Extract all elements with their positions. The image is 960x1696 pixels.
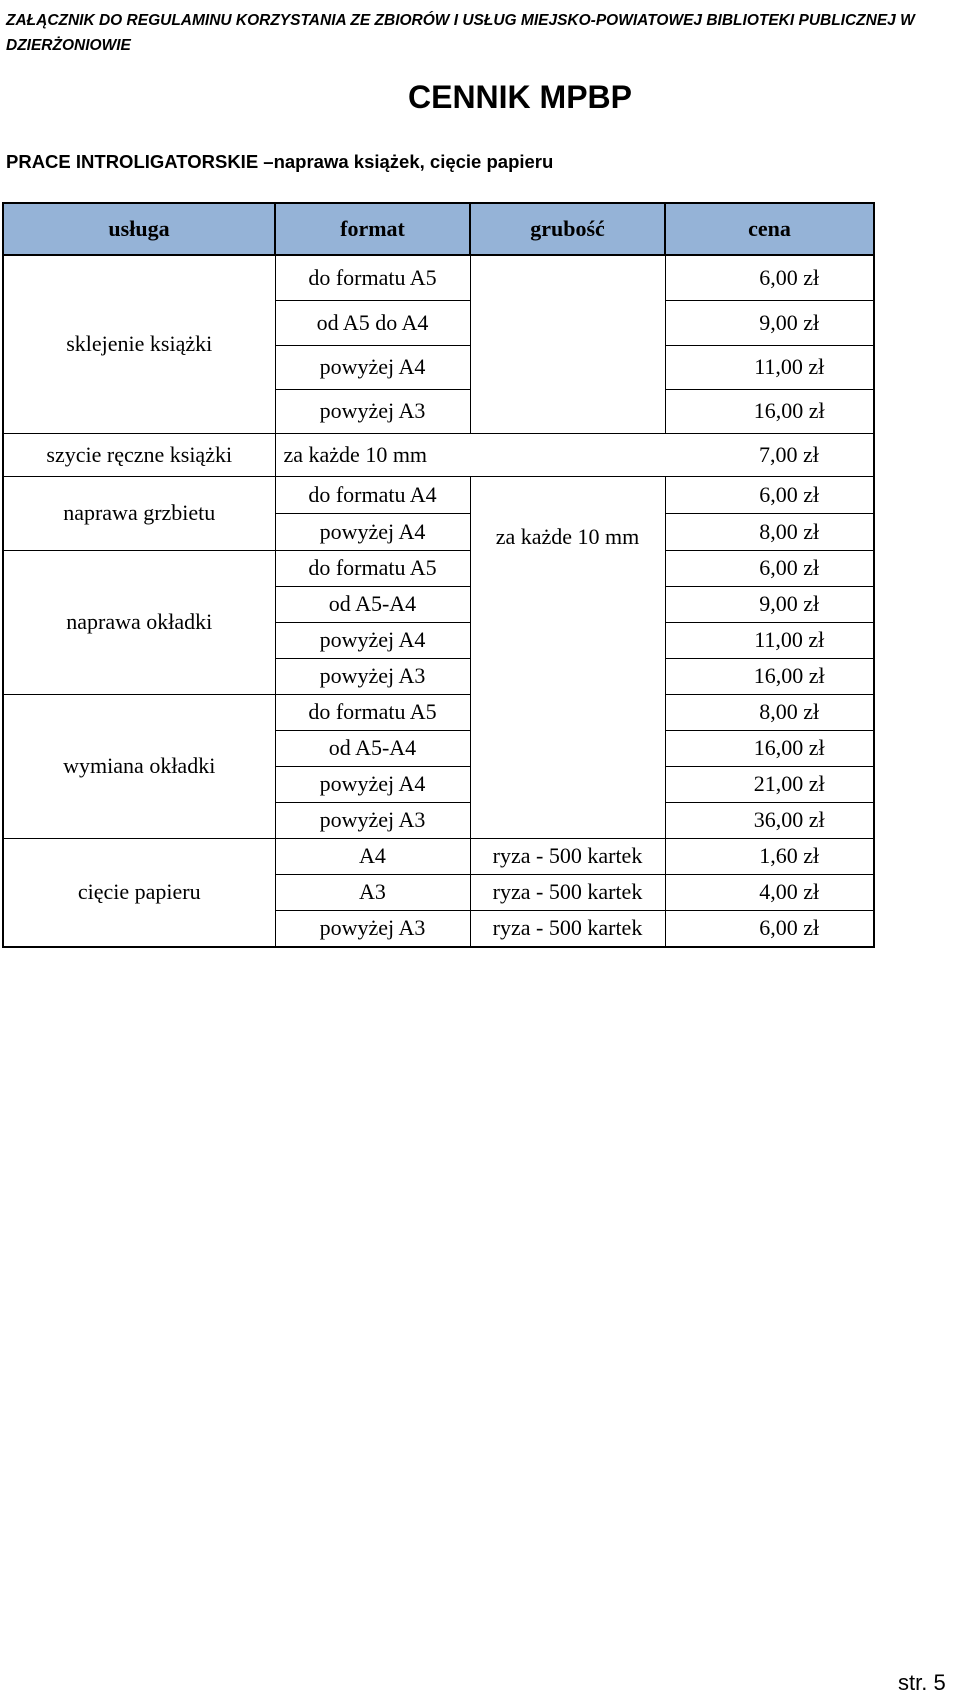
header-cena: cena [665, 203, 874, 255]
table-row [3, 476, 874, 513]
format-cell: do formatu A4 [275, 476, 470, 513]
format-cell: A4 [275, 838, 470, 874]
price-cell: 4,00 zł [665, 874, 874, 910]
price-cell: 6,00 zł [665, 910, 874, 947]
header-grubosc: grubość [470, 203, 665, 255]
format-cell: za każde 10 mm [275, 433, 665, 476]
price-cell: 9,00 zł [665, 300, 874, 345]
service-wymiana: wymiana okładki [3, 694, 275, 838]
price-cell: 6,00 zł [665, 550, 874, 586]
grubosc-cell: ryza - 500 kartek [470, 838, 665, 874]
service-grzbiet: naprawa grzbietu [3, 476, 275, 550]
header-format: format [275, 203, 470, 255]
format-cell: od A5-A4 [275, 586, 470, 622]
header-usluga: usługa [3, 203, 275, 255]
table-row [3, 255, 874, 300]
price-cell: 16,00 zł [665, 730, 874, 766]
table-row [3, 550, 874, 586]
price-cell: 21,00 zł [665, 766, 874, 802]
price-cell: 16,00 zł [665, 658, 874, 694]
price-cell: 36,00 zł [665, 802, 874, 838]
header-line-2: DZIERŻONIOWIE [6, 37, 131, 54]
format-cell: A3 [275, 874, 470, 910]
grubosc-cell: ryza - 500 kartek [470, 910, 665, 947]
price-cell: 6,00 zł [665, 255, 874, 300]
price-cell: 8,00 zł [665, 694, 874, 730]
format-cell: powyżej A3 [275, 658, 470, 694]
price-cell: 11,00 zł [665, 622, 874, 658]
section-title: PRACE INTROLIGATORSKIE –naprawa książek, cięcie papieru [6, 151, 554, 172]
format-cell: powyżej A3 [275, 802, 470, 838]
table-row [3, 433, 874, 476]
price-cell: 16,00 zł [665, 389, 874, 433]
format-cell: powyżej A4 [275, 766, 470, 802]
price-cell: 7,00 zł [665, 433, 874, 476]
price-cell: 9,00 zł [665, 586, 874, 622]
format-cell: powyżej A3 [275, 910, 470, 947]
table-row [3, 838, 874, 874]
service-ciecie: cięcie papieru [3, 838, 275, 947]
price-cell: 1,60 zł [665, 838, 874, 874]
format-cell: od A5-A4 [275, 730, 470, 766]
format-cell: powyżej A4 [275, 622, 470, 658]
page-number: str. 5 [898, 1670, 946, 1695]
table-header-row [3, 203, 874, 255]
page-title: CENNIK MPBP [407, 79, 632, 115]
grubosc-group [470, 476, 665, 838]
grubosc-cell: ryza - 500 kartek [470, 874, 665, 910]
format-cell: do formatu A5 [275, 694, 470, 730]
grubosc-label: za każde 10 mm [495, 523, 640, 549]
price-table [2, 202, 875, 948]
service-sklejenie: sklejenie książki [3, 255, 275, 433]
format-cell: do formatu A5 [275, 550, 470, 586]
document-header [6, 8, 936, 58]
price-cell: 8,00 zł [665, 513, 874, 550]
service-okladka: naprawa okładki [3, 550, 275, 694]
price-cell: 11,00 zł [665, 345, 874, 389]
grubosc-empty [470, 255, 665, 433]
format-cell: powyżej A4 [275, 345, 470, 389]
service-szycie: szycie ręczne książki [3, 433, 275, 476]
format-cell: powyżej A3 [275, 389, 470, 433]
price-cell: 6,00 zł [665, 476, 874, 513]
format-cell: powyżej A4 [275, 513, 470, 550]
header-line-1: ZAŁĄCZNIK DO REGULAMINU KORZYSTANIA ZE ZBIORÓW I USŁUG MIEJSKO-POWIATOWEJ BIBLIOTEKI PUBLICZNEJ W [6, 12, 915, 29]
format-cell: do formatu A5 [275, 255, 470, 300]
table-row [3, 694, 874, 730]
format-cell: od A5 do A4 [275, 300, 470, 345]
